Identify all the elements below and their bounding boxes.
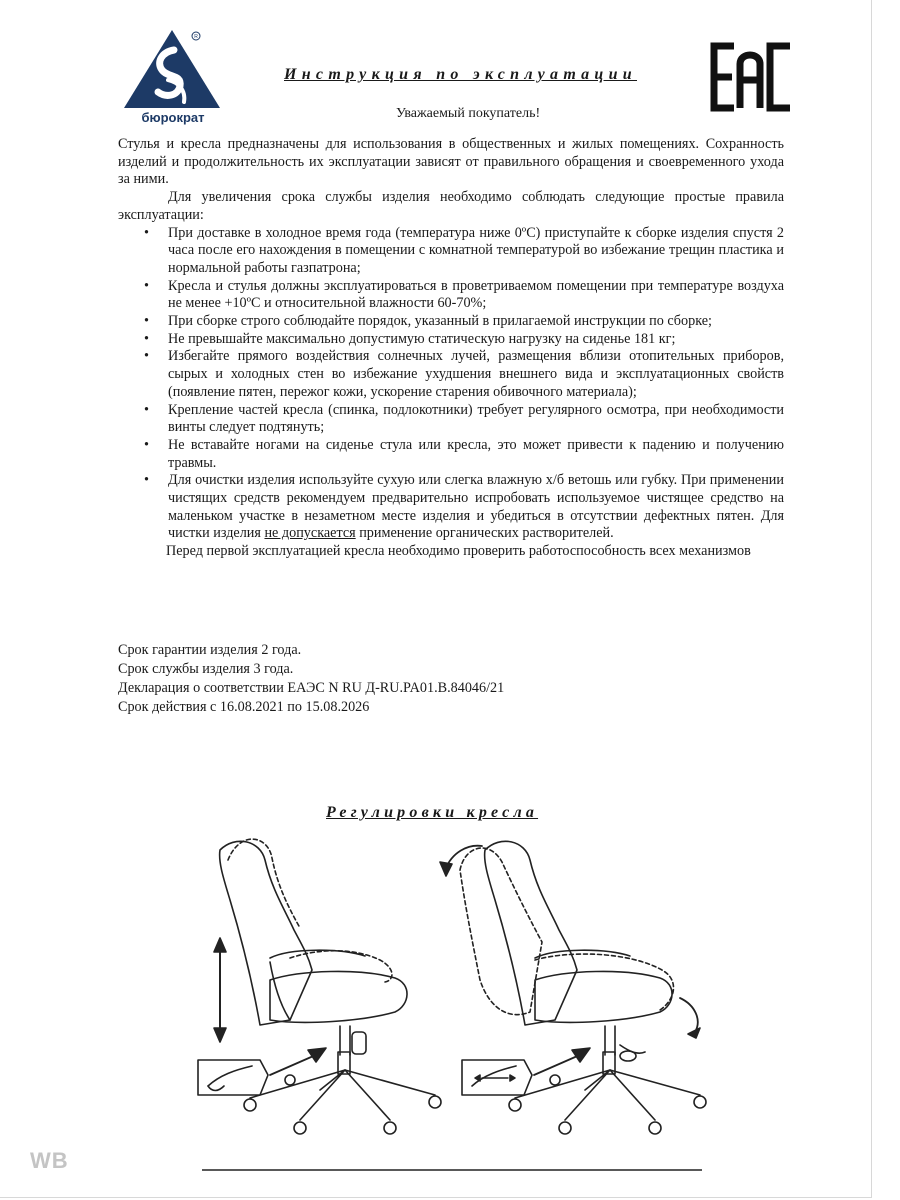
final-note: Перед первой эксплуатацией кресла необходимо проверить работоспособность всех механизмов — [166, 543, 751, 560]
brand-logo — [118, 28, 228, 128]
warranty-line: Срок гарантии изделия 2 года. — [118, 642, 302, 658]
instructions-body — [118, 136, 784, 561]
document-title: Инструкция по эксплуатации — [284, 66, 637, 83]
list-item: • При доставке в холодное время года (температура ниже 0ºС) приступайте к сборке изделия спустя 2 часа после его нахождения в помещении с комнатной температурой во избежание трещин пластика и нормальной работы газпатрона; — [118, 225, 784, 278]
eac-mark-icon — [708, 42, 794, 112]
list-item: • Кресла и стулья должны эксплуатироваться в проветриваемом помещении при температуре воздуха не менее +10ºС и относительной влажности 60-70%; — [118, 278, 784, 313]
chair-left-illustration — [220, 841, 441, 1134]
chair-adjustment-diagram — [190, 830, 720, 1175]
greeting: Уважаемый покупатель! — [396, 106, 541, 121]
warranty-line: Срок службы изделия 3 года. — [118, 661, 294, 677]
cleaning-rule — [118, 472, 784, 543]
svg-text:R: R — [194, 34, 198, 40]
list-item: • Избегайте прямого воздействия солнечных лучей, размещения вблизи отопительных приборов, сырых и холодных стен во избежание ухудшения внешнего вида и эксплуатационных свойств (появление пятен, пережог кожи, ускорение старения обивочного материала); — [118, 348, 784, 401]
warranty-block — [118, 641, 618, 717]
eac-mark-label: EAC — [708, 42, 710, 43]
warranty-line: Декларация о соответствии ЕАЭС N RU Д-RU.PA01.B.84046/21 — [118, 680, 505, 696]
intro-paragraph: Стулья и кресла предназначены для использования в общественных и жилых помещениях. Сохранность изделий и продолжительность их эксплуатации зависят от правильного обращения и своевременного ухода за ними. — [118, 136, 784, 188]
chair-right-illustration — [485, 841, 706, 1134]
rules-intro: Для увеличения срока службы изделия необходимо соблюдать следующие простые правила эксплуатации: — [118, 189, 784, 223]
list-item: • При сборке строго соблюдайте порядок, указанный в прилагаемой инструкции по сборке; — [118, 313, 784, 331]
cleaning-rule-text: Для очистки изделия используйте сухую или слегка влажную х/б ветошь или губку. При применении чистящих средств рекомендуем предварительно испробовать используемое чистящее средство на маленьком участке в незаметном месте изделия и убедиться в отсутствии дефектных пятен. Для чистки изделия — [168, 472, 784, 542]
wb-watermark: WB — [30, 1148, 69, 1173]
adjustments-title: Регулировки кресла — [326, 804, 539, 821]
brand-logo-icon — [122, 28, 222, 112]
brand-name: бюрократ — [141, 110, 205, 125]
warranty-line: Срок действия с 16.08.2021 по 15.08.2026 — [118, 699, 370, 715]
cleaning-rule-end: применение органических растворителей. — [355, 525, 614, 542]
list-item: • Крепление частей кресла (спинка, подлокотники) требует регулярного осмотра, при необходимости винты следует подтянуть; — [118, 402, 784, 437]
list-item: • Не превышайте максимально допустимую статическую нагрузку на сиденье 181 кг; — [118, 331, 784, 349]
cleaning-rule-emphasis: не допускается — [264, 525, 356, 542]
rules-list — [118, 225, 784, 544]
list-item: • Не вставайте ногами на сиденье стула или кресла, это может привести к падению и получению травмы. — [118, 437, 784, 472]
